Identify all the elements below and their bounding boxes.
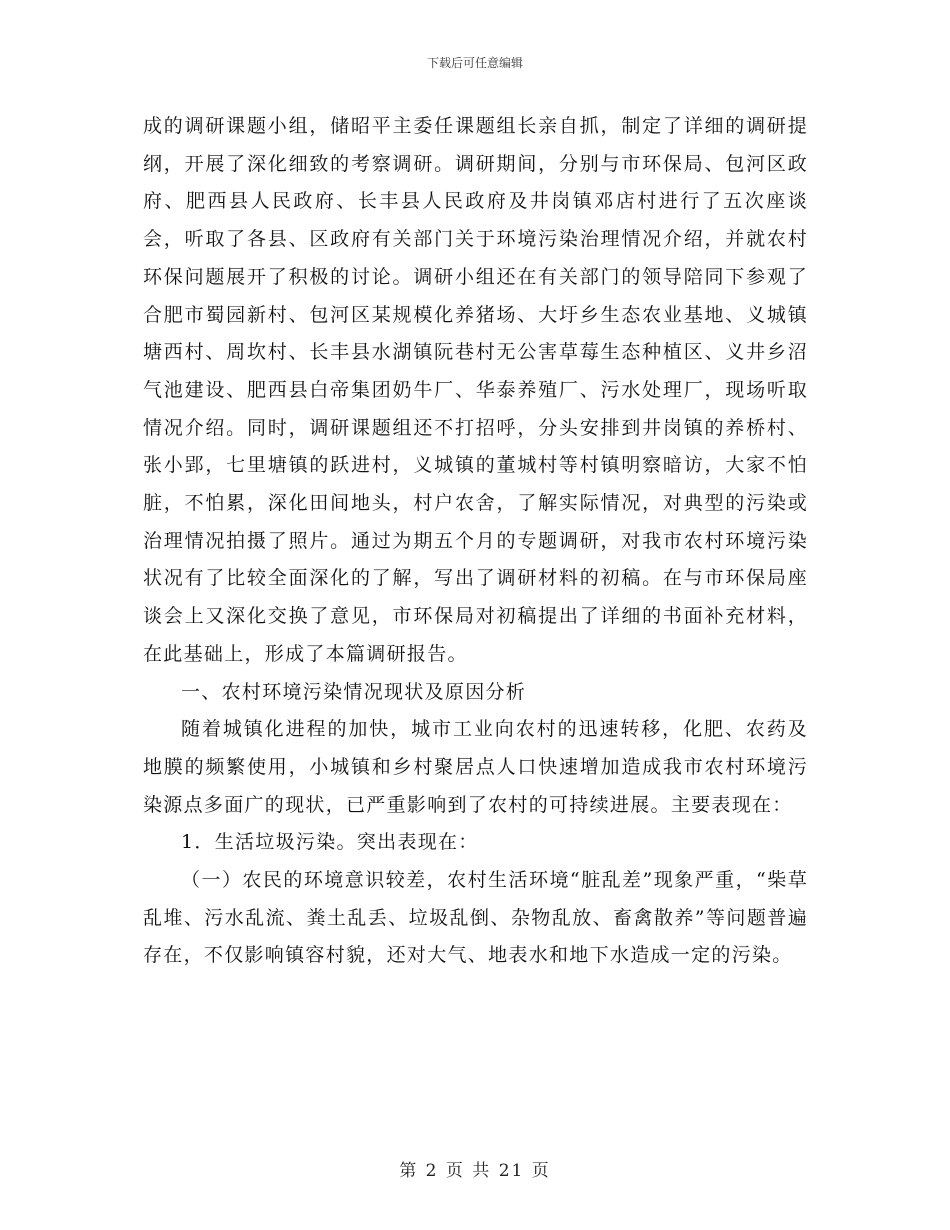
subsection-heading: 1．生活垃圾污染。突出表现在： (181, 831, 479, 854)
section-heading: 一、农村环境污染情况现状及原因分析 (181, 680, 527, 703)
paragraph-item-one: （一）农民的环境意识较差，农村生活环境“脏乱差”现象严重，“柴草乱堆、污水乱流、粪土乱丢、垃圾乱倒、杂物乱放、畜禽散养”等问题普遍存在，不仅影响镇容村貌，还对大气、地表水和地下水造成一定的污染。 (143, 869, 808, 967)
document-body (143, 108, 808, 975)
paragraph-intro: 随着城镇化进程的加快，城市工业向农村的迅速转移，化肥、农药及地膜的频繁使用，小城镇和乡村聚居点人口快速增加造成我市农村环境污染源点多面广的现状，已严重影响到了农村的可持续进展。主要表现在： (143, 718, 808, 816)
page-number: 第 2 页 共 21 页 (399, 1161, 551, 1181)
paragraph-continuation: 成的调研课题小组，储昭平主委任课题组长亲自抓，制定了详细的调研提纲，开展了深化细致的考察调研。调研期间，分别与市环保局、包河区政府、肥西县人民政府、长丰县人民政府及井岗镇邓店村进行了五次座谈会，听取了各县、区政府有关部门关于环境污染治理情况介绍，并就农村环保问题展开了积极的讨论。调研小组还在有关部门的领导陪同下参观了合肥市蜀园新村、包河区某规模化养猪场、大圩乡生态农业基地、义城镇塘西村、周坎村、长丰县水湖镇阮巷村无公害草莓生态种植区、义井乡沼气池建设、肥西县白帝集团奶牛厂、华泰养殖厂、污水处理厂，现场听取情况介绍。同时，调研课题组还不打招呼，分头安排到井岗镇的养桥村、张小郢，七里塘镇的跃进村，义城镇的董城村等村镇明察暗访，大家不怕脏，不怕累，深化田间地头，村户农舍，了解实际情况，对典型的污染或治理情况拍摄了照片。通过为期五个月的专题调研，对我市农村环境污染状况有了比较全面深化的了解，写出了调研材料的初稿。在与市环保局座谈会上又深化交换了意见，市环保局对初稿提出了详细的书面补充材料，在此基础上，形成了本篇调研报告。 (143, 115, 808, 665)
page-header: 下载后可任意编辑 (426, 56, 523, 70)
